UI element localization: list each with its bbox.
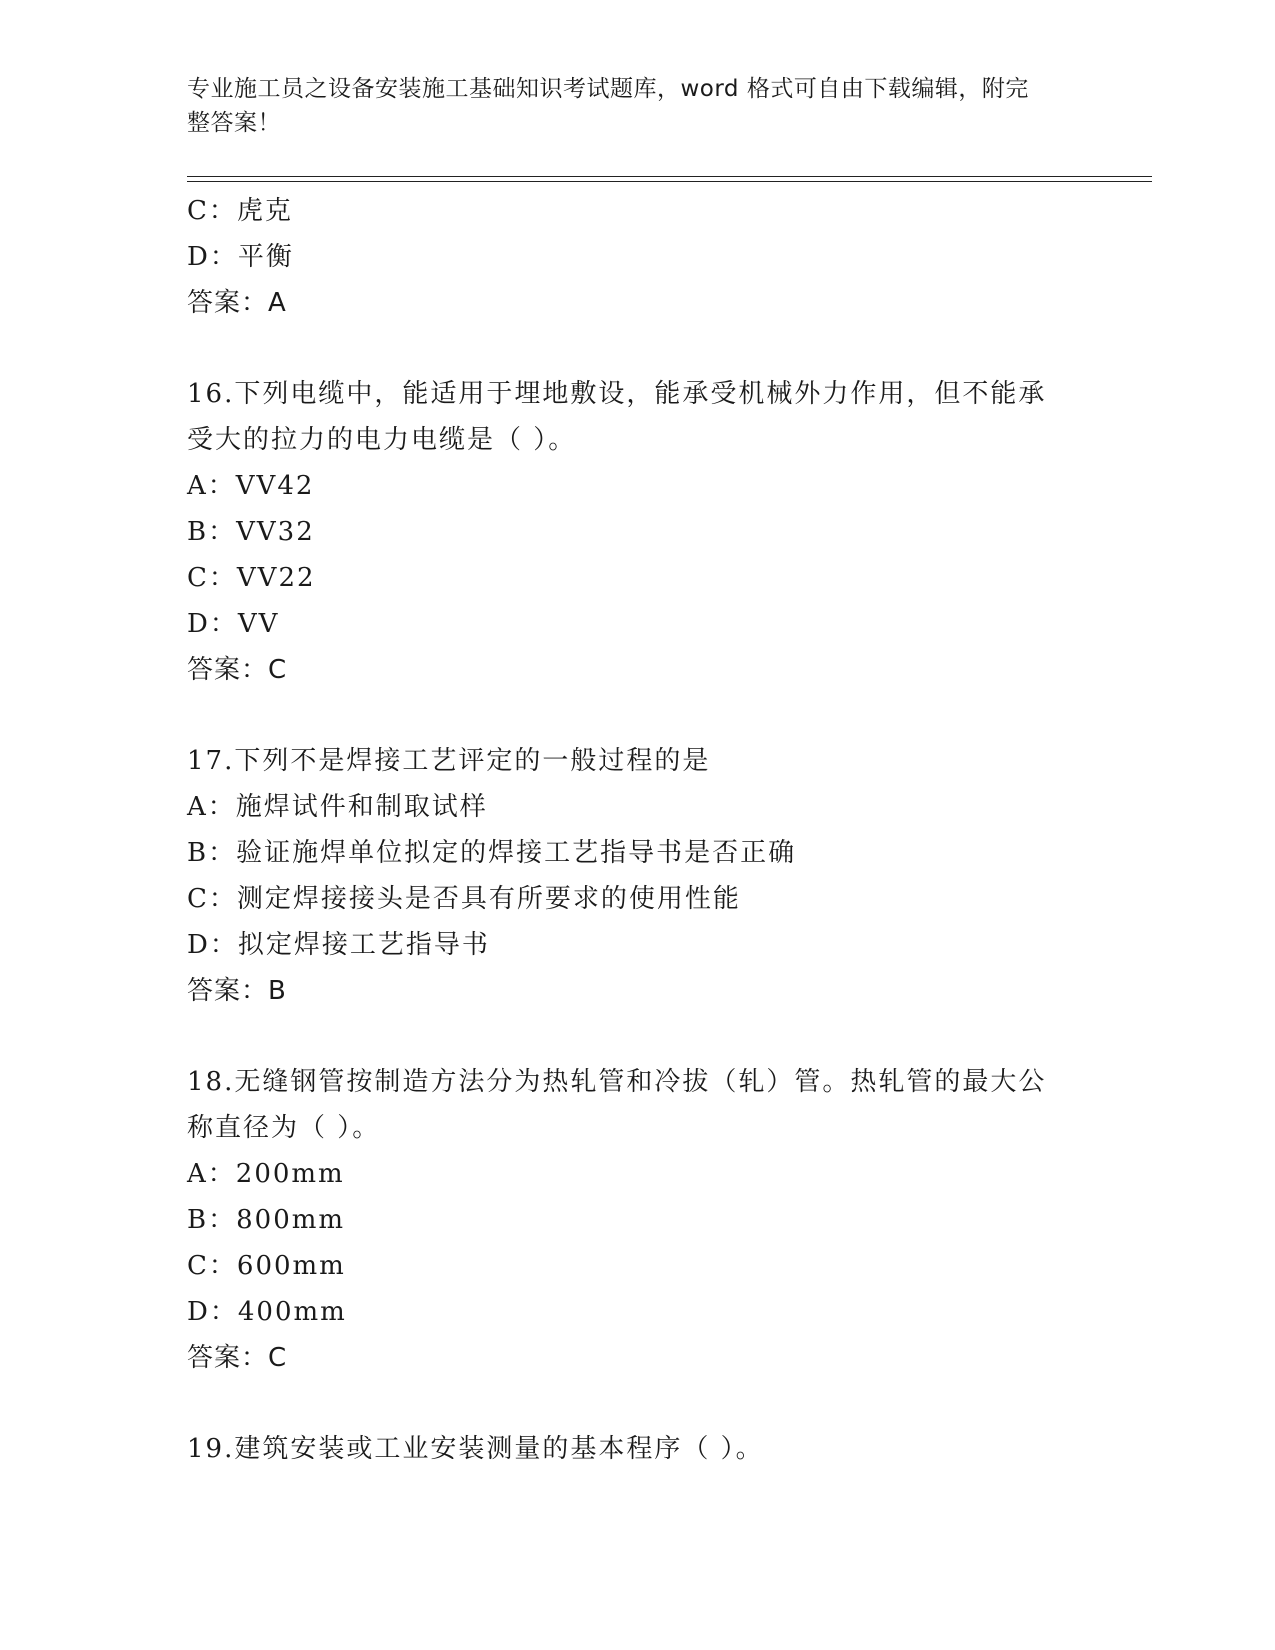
option-c: [187, 1243, 1087, 1289]
option-text: 400mm: [237, 1297, 347, 1327]
option-text: 验证施焊单位拟定的焊接工艺指导书是否正确: [236, 838, 797, 868]
question-text-line: 19.建筑安装或工业安装测量的基本程序（ ）。: [187, 1434, 764, 1464]
answer-line: 答案：C: [187, 1343, 288, 1373]
continued-question: [187, 188, 1087, 326]
question-16: [187, 371, 1087, 693]
answer-line: 答案：C: [187, 655, 288, 685]
option-text: 虎克: [236, 196, 293, 226]
answer-line: 答案：B: [187, 976, 287, 1006]
option-c: [187, 555, 1087, 601]
question-17: [187, 738, 1087, 1014]
option-b: [187, 830, 1087, 876]
option-text: 拟定焊接工艺指导书: [237, 930, 490, 960]
option-d: [187, 601, 1087, 647]
option-b: [187, 1197, 1087, 1243]
question-text-line: 16.下列电缆中，能适用于埋地敷设，能承受机械外力作用，但不能承: [187, 379, 1047, 409]
option-letter: C：: [187, 1251, 237, 1281]
option-text: 测定焊接接头是否具有所要求的使用性能: [236, 884, 741, 914]
question-list: [187, 188, 1087, 1472]
option-text: 200mm: [235, 1159, 345, 1189]
spacer: [187, 1014, 1087, 1059]
option-d: [187, 234, 1087, 280]
option-a: [187, 784, 1087, 830]
answer-line: 答案：A: [187, 288, 287, 318]
question-text-line: 17.下列不是焊接工艺评定的一般过程的是: [187, 746, 711, 776]
option-text: VV32: [236, 517, 315, 547]
header-line-2: 整答案！: [187, 110, 281, 136]
option-text: VV22: [236, 563, 316, 593]
option-letter: C：: [187, 196, 237, 226]
option-letter: B：: [187, 1205, 237, 1235]
option-letter: C：: [187, 563, 237, 593]
option-text: 600mm: [236, 1251, 346, 1281]
option-text: 800mm: [236, 1205, 346, 1235]
option-letter: A：: [187, 792, 236, 822]
spacer: [187, 326, 1087, 371]
header-divider-bottom: [187, 181, 1152, 182]
option-letter: D：: [187, 609, 238, 639]
question-19: [187, 1426, 1087, 1472]
header-divider-top: [187, 176, 1152, 177]
option-letter: C：: [187, 884, 237, 914]
option-letter: B：: [187, 838, 237, 868]
option-text: 平衡: [237, 242, 294, 272]
option-text: VV: [237, 609, 280, 639]
question-18: [187, 1059, 1087, 1381]
option-text: 施焊试件和制取试样: [235, 792, 488, 822]
question-text-line: 受大的拉力的电力电缆是（ ）。: [187, 425, 577, 455]
option-d: [187, 1289, 1087, 1335]
question-text-line: 18.无缝钢管按制造方法分为热轧管和冷拔（轧）管。热轧管的最大公: [187, 1067, 1047, 1097]
option-letter: D：: [187, 1297, 238, 1327]
question-text-line: 称直径为（ ）。: [187, 1113, 381, 1143]
option-a: [187, 1151, 1087, 1197]
option-c: [187, 876, 1087, 922]
option-letter: A：: [187, 471, 236, 501]
option-text: VV42: [235, 471, 315, 501]
option-b: [187, 509, 1087, 555]
option-letter: A：: [187, 1159, 236, 1189]
option-letter: D：: [187, 930, 238, 960]
option-letter: B：: [187, 517, 237, 547]
document-header: [187, 72, 1067, 140]
spacer: [187, 1381, 1087, 1426]
option-letter: D：: [187, 242, 238, 272]
option-a: [187, 463, 1087, 509]
option-c: [187, 188, 1087, 234]
spacer: [187, 693, 1087, 738]
option-d: [187, 922, 1087, 968]
header-line-1: 专业施工员之设备安装施工基础知识考试题库，word 格式可自由下载编辑，附完: [187, 76, 1029, 102]
